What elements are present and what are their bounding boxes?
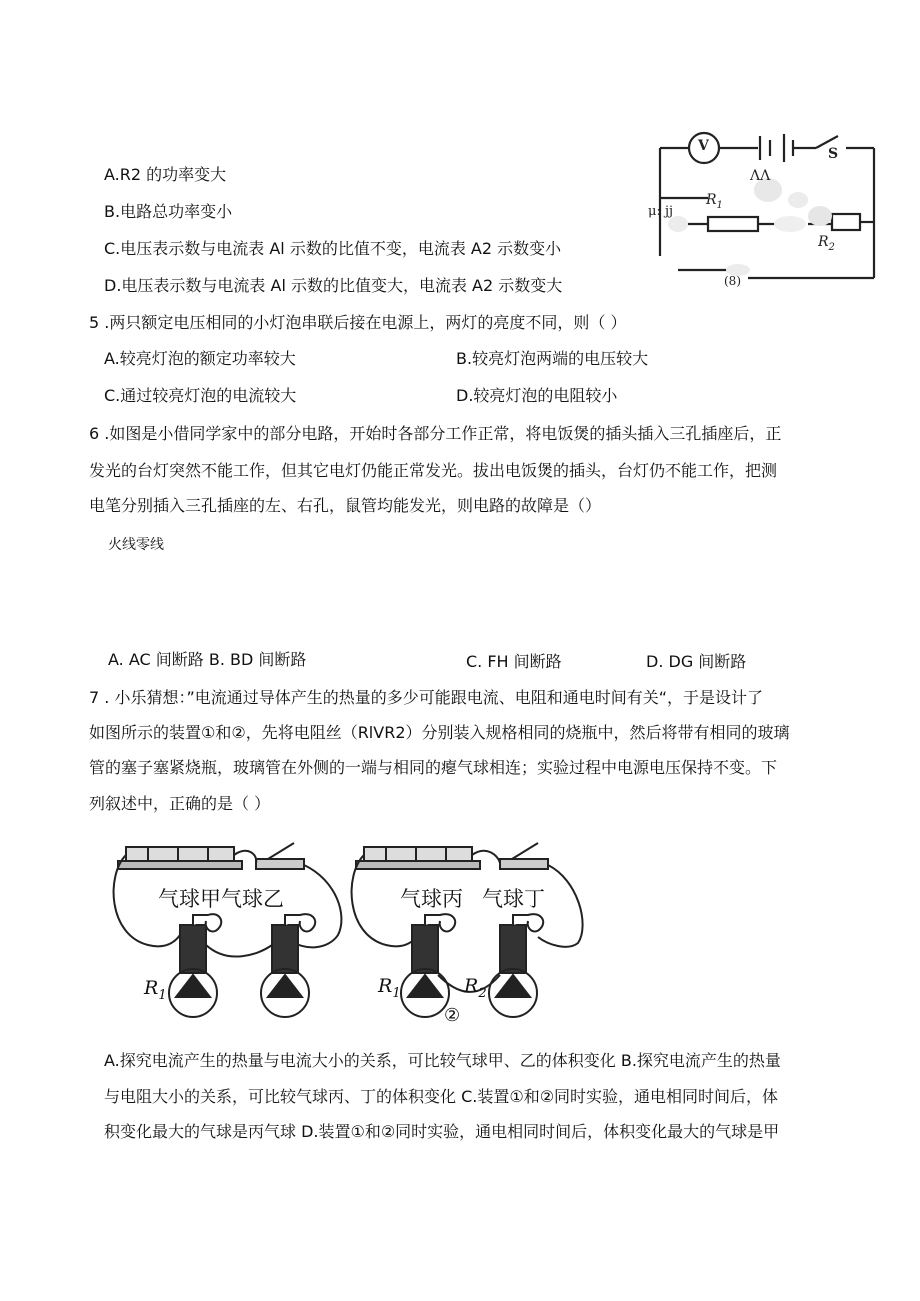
- q7-answer-line-1: A.探究电流产生的热量与电流大小的关系，可比较气球甲、乙的体积变化 B.探究电流产生的热量: [104, 1051, 781, 1070]
- q5-option-b: B.较亮灯泡两端的电压较大: [456, 349, 649, 368]
- battery-pack-left-icon: [126, 847, 234, 861]
- r2-subscript: 2: [828, 241, 835, 253]
- r1-left-letter: R: [144, 977, 159, 999]
- resistor-r1-icon: [708, 217, 758, 231]
- q4-option-c: C.电压表示数与电流表 Al 示数的比值不变，电流表 A2 示数变小: [104, 239, 562, 258]
- r1-label: [706, 192, 723, 211]
- voltmeter-label: V: [698, 138, 709, 154]
- battery-pack-right-icon: [364, 847, 472, 861]
- q7-stem-line-3: 管的塞子塞紧烧瓶，玻璃管在外侧的一端与相同的瘪气球相连；实验过程中电源电压保持不变。下: [89, 758, 778, 777]
- flask-neck-left-1: [180, 925, 206, 973]
- experiment-diagram: [108, 825, 608, 1030]
- r2-label: [818, 234, 835, 253]
- switch-label: S: [828, 146, 839, 162]
- circuit-diagram: [648, 128, 884, 296]
- figure-caption: (8): [724, 274, 741, 288]
- q7-answer-line-2: 与电阻大小的关系，可比较气球丙、丁的体积变化 C.装置①和②同时实验，通电相同时间后，体: [104, 1087, 779, 1106]
- ammeter-marks: ΛΛ: [750, 168, 771, 184]
- q6-option-c: C. FH 间断路: [466, 652, 562, 671]
- r2-letter: R: [818, 234, 829, 250]
- q6-figure-label: 火线零线: [108, 537, 164, 553]
- q5-option-a: A.较亮灯泡的额定功率较大: [104, 349, 296, 368]
- q4-option-d: D.电压表示数与电流表 Al 示数的比值变大，电流表 A2 示数变大: [104, 276, 563, 295]
- flask-neck-right-1: [412, 925, 438, 973]
- balloon-c-label: 气球丙: [400, 887, 463, 911]
- q7-stem-line-2: 如图所示的装置①和②，先将电阻丝（RlVR2）分别装入规格相同的烧瓶中，然后将带有相同的玻璃: [89, 723, 790, 742]
- left-mark: μ: jj: [648, 204, 674, 219]
- switch-left-icon: [256, 859, 304, 869]
- switch-right-icon: [500, 859, 548, 869]
- q4-option-b: B.电路总功率变小: [104, 202, 233, 221]
- q4-circuit-figure: [648, 128, 884, 296]
- r1-right-subscript: 1: [392, 985, 401, 1001]
- q6-stem-line-3: 电笔分别插入三孔插座的左、右孔，鼠管均能发光，则电路的故障是（）: [89, 496, 602, 515]
- balloons-left-label: 气球甲气球乙: [158, 887, 284, 911]
- balloon-d-label: 气球丁: [482, 887, 545, 911]
- resistor-r2-icon: [832, 214, 860, 230]
- q4-option-a: A.R2 的功率变大: [104, 165, 227, 184]
- r2-right-letter: R: [464, 975, 479, 997]
- q6-option-ab: A. AC 间断路 B. BD 间断路: [108, 650, 307, 669]
- r1-left-subscript: 1: [158, 987, 167, 1003]
- q5-stem: 5 .两只额定电压相同的小灯泡串联后接在电源上，两灯的亮度不同，则（ ）: [89, 313, 627, 332]
- q6-stem-line-2: 发光的台灯突然不能工作，但其它电灯仍能正常发光。拔出电饭煲的插头，台灯仍不能工作，把测: [89, 461, 778, 480]
- r1-right-label: [378, 975, 401, 1001]
- r1-letter: R: [706, 192, 717, 208]
- q7-experiment-figure: [108, 825, 608, 1030]
- q6-stem-line-1: 6 .如图是小借同学家中的部分电路，开始时各部分工作正常，将电饭煲的插头插入三孔插座后，正: [89, 424, 782, 443]
- q5-option-c: C.通过较亮灯泡的电流较大: [104, 386, 297, 405]
- flask-neck-right-2: [500, 925, 526, 973]
- r1-right-letter: R: [378, 975, 393, 997]
- q5-option-d: D.较亮灯泡的电阻较小: [456, 386, 618, 405]
- r1-left-label: [144, 977, 167, 1003]
- r1-subscript: 1: [716, 199, 723, 211]
- flask-neck-left-2: [272, 925, 298, 973]
- q7-answer-line-3: 积变化最大的气球是丙气球 D.装置①和②同时实验，通电相同时间后，体积变化最大的气球是甲: [104, 1122, 780, 1141]
- q7-stem-line-4: 列叙述中，正确的是（ ）: [89, 794, 271, 813]
- q7-stem-line-1: 7 . 小乐猜想：”电流通过导体产生的热量的多少可能跟电流、电阻和通电时间有关“，于是设计了: [89, 688, 764, 707]
- r2-right-label: [464, 975, 487, 1001]
- q6-option-d: D. DG 间断路: [646, 652, 747, 671]
- setup-2-label: ②: [444, 1005, 461, 1026]
- r2-right-subscript: 2: [478, 985, 487, 1001]
